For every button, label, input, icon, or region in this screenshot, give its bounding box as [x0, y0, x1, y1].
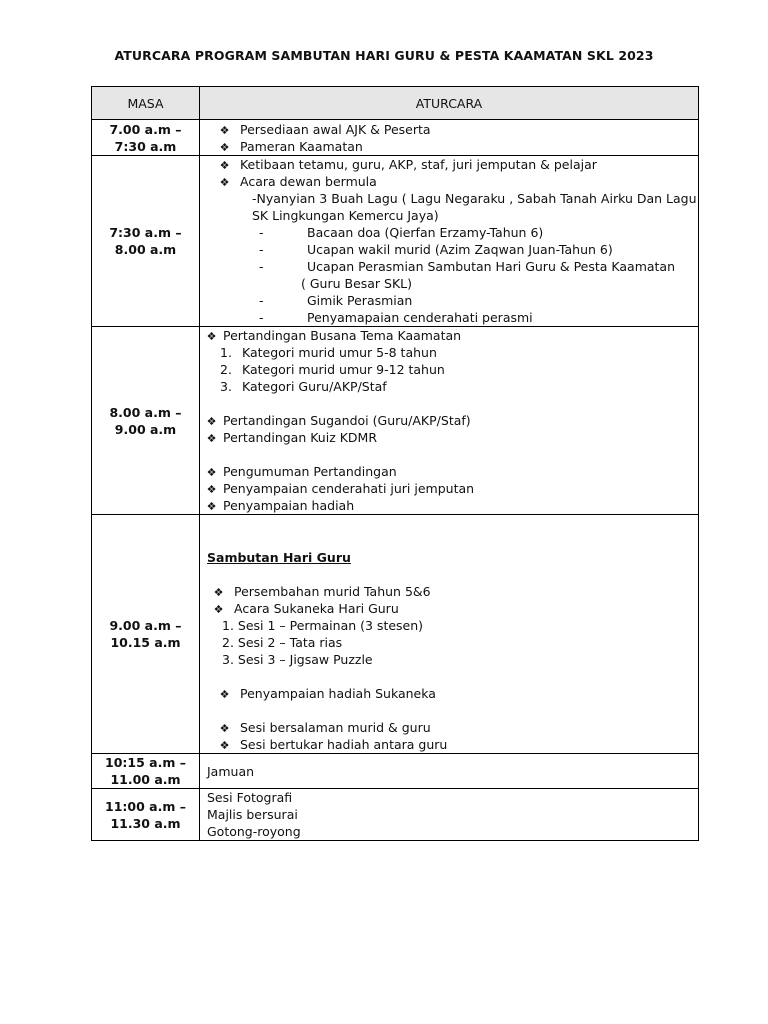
- bullet-icon: ❖: [219, 739, 230, 752]
- list-item: ❖ Ketibaan tetamu, guru, AKP, staf, juri jemputan & pelajar: [207, 156, 698, 173]
- bullet-icon: ❖: [219, 688, 230, 701]
- activity-cell: [200, 120, 699, 156]
- bullet-icon: ❖: [213, 603, 224, 616]
- dash-item: - Penyamapaian cenderahati perasmi: [259, 310, 533, 325]
- header-aturcara: ATURCARA: [200, 87, 699, 120]
- session-item: 2. Sesi 2 – Tata rias: [222, 635, 343, 650]
- list-item: ❖ Persediaan awal AJK & Peserta: [207, 121, 698, 138]
- activity-cell: Sesi Fotografi Majlis bersurai Gotong-royong: [200, 789, 699, 841]
- list-item: ❖ Pertandingan Kuiz KDMR: [200, 429, 698, 446]
- list-item: ❖ Pertandingan Busana Tema Kaamatan: [200, 327, 698, 344]
- list-item: ❖ Penyampaian hadiah: [200, 497, 698, 514]
- table-row: [92, 120, 699, 156]
- category-item: 1. Kategori murid umur 5-8 tahun: [220, 345, 437, 360]
- bullet-icon: ❖: [206, 415, 217, 428]
- table-row: [92, 789, 699, 841]
- time-cell: 9.00 a.m – 10.15 a.m: [92, 515, 200, 754]
- list-item: ❖ Penyampaian cenderahati juri jemputan: [200, 480, 698, 497]
- sub-item: SK Lingkungan Kemercu Jaya): [252, 208, 439, 223]
- schedule-table: [91, 86, 699, 841]
- time-cell: 8.00 a.m – 9.00 a.m: [92, 327, 200, 515]
- bullet-icon: ❖: [219, 176, 230, 189]
- time-cell: 10:15 a.m – 11.00 a.m: [92, 754, 200, 789]
- header-row: [92, 87, 699, 120]
- bullet-icon: ❖: [206, 500, 217, 513]
- page-title: ATURCARA PROGRAM SAMBUTAN HARI GURU & PESTA KAAMATAN SKL 2023: [114, 48, 654, 63]
- list-item: ❖ Sesi bertukar hadiah antara guru: [207, 736, 698, 753]
- time-cell: 7.00 a.m – 7:30 a.m: [92, 120, 200, 156]
- list-item: ❖ Penyampaian hadiah Sukaneka: [207, 685, 698, 702]
- bullet-icon: ❖: [206, 483, 217, 496]
- session-item: 3. Sesi 3 – Jigsaw Puzzle: [222, 652, 373, 667]
- table-row: [92, 156, 699, 327]
- dash-item: - Gimik Perasmian: [259, 293, 413, 308]
- bullet-icon: ❖: [206, 432, 217, 445]
- category-item: 3. Kategori Guru/AKP/Staf: [220, 379, 387, 394]
- section-heading: Sambutan Hari Guru: [207, 550, 351, 565]
- activity-cell: Jamuan: [200, 754, 699, 789]
- list-item: ❖ Pengumuman Pertandingan: [200, 463, 698, 480]
- list-item: ❖ Acara dewan bermula: [207, 173, 698, 190]
- session-item: 1. Sesi 1 – Permainan (3 stesen): [222, 618, 424, 633]
- list-item: ❖ Acara Sukaneka Hari Guru: [207, 600, 698, 617]
- sub-item: -Nyanyian 3 Buah Lagu ( Lagu Negaraku , Sabah Tanah Airku Dan Lagu: [252, 191, 697, 206]
- bullet-icon: ❖: [219, 123, 230, 137]
- bullet-icon: ❖: [219, 722, 230, 735]
- bullet-icon: ❖: [219, 140, 230, 154]
- bullet-icon: ❖: [206, 466, 217, 479]
- list-item: ❖ Persembahan murid Tahun 5&6: [207, 583, 698, 600]
- dash-item: - Bacaan doa (Qierfan Erzamy-Tahun 6): [259, 225, 544, 240]
- activity-cell: [200, 327, 699, 515]
- activity-cell: [200, 515, 699, 754]
- dash-item: - Ucapan Perasmian Sambutan Hari Guru & Pesta Kaamatan: [259, 259, 676, 274]
- table-row: [92, 327, 699, 515]
- table-row: [92, 515, 699, 754]
- time-cell: 11:00 a.m – 11.30 a.m: [92, 789, 200, 841]
- bullet-icon: ❖: [219, 159, 230, 172]
- dash-item: - Ucapan wakil murid (Azim Zaqwan Juan-Tahun 6): [259, 242, 613, 257]
- activity-cell: [200, 156, 699, 327]
- bullet-icon: ❖: [213, 586, 224, 599]
- table-row: [92, 754, 699, 789]
- list-item: ❖ Pameran Kaamatan: [207, 138, 698, 155]
- list-item: ❖ Sesi bersalaman murid & guru: [207, 719, 698, 736]
- category-item: 2. Kategori murid umur 9-12 tahun: [220, 362, 445, 377]
- bullet-icon: ❖: [206, 330, 217, 343]
- dash-item-continued: ( Guru Besar SKL): [301, 276, 413, 291]
- time-cell: 7:30 a.m – 8.00 a.m: [92, 156, 200, 327]
- header-masa: MASA: [92, 87, 200, 120]
- list-item: ❖ Pertandingan Sugandoi (Guru/AKP/Staf): [200, 412, 698, 429]
